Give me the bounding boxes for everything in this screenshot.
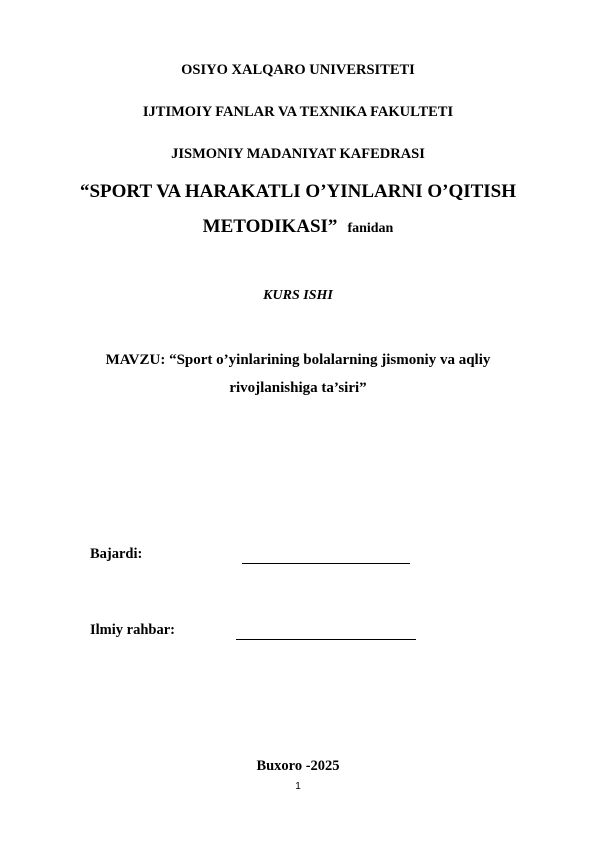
- supervisor-label: Ilmiy rahbar:: [90, 622, 175, 638]
- page-number: 1: [295, 781, 301, 792]
- work-type: KURS ISHI: [263, 288, 333, 303]
- course-title-suffix: fanidan: [347, 221, 394, 236]
- topic-line2: rivojlanishiga ta’siri”: [229, 380, 367, 396]
- city-year: Buxoro -2025: [256, 758, 340, 774]
- topic-line1: MAVZU: “Sport o’yinlarining bolalarning jismoniy va aqliy: [105, 352, 491, 368]
- course-title-line2: [0, 216, 596, 238]
- supervisor-signature-line: [236, 639, 416, 640]
- performer-label: Bajardi:: [90, 546, 143, 562]
- course-title-name: METODIKASI”: [202, 216, 338, 237]
- department-name: JISMONIY MADANIYAT KAFEDRASI: [171, 146, 425, 162]
- performer-signature-line: [242, 563, 410, 564]
- course-title-line1: “SPORT VA HARAKATLI O’YINLARNI O’QITISH: [79, 181, 517, 202]
- faculty-name: IJTIMOIY FANLAR VA TEXNIKA FAKULTETI: [142, 104, 454, 120]
- university-name: OSIYO XALQARO UNIVERSITETI: [181, 62, 415, 78]
